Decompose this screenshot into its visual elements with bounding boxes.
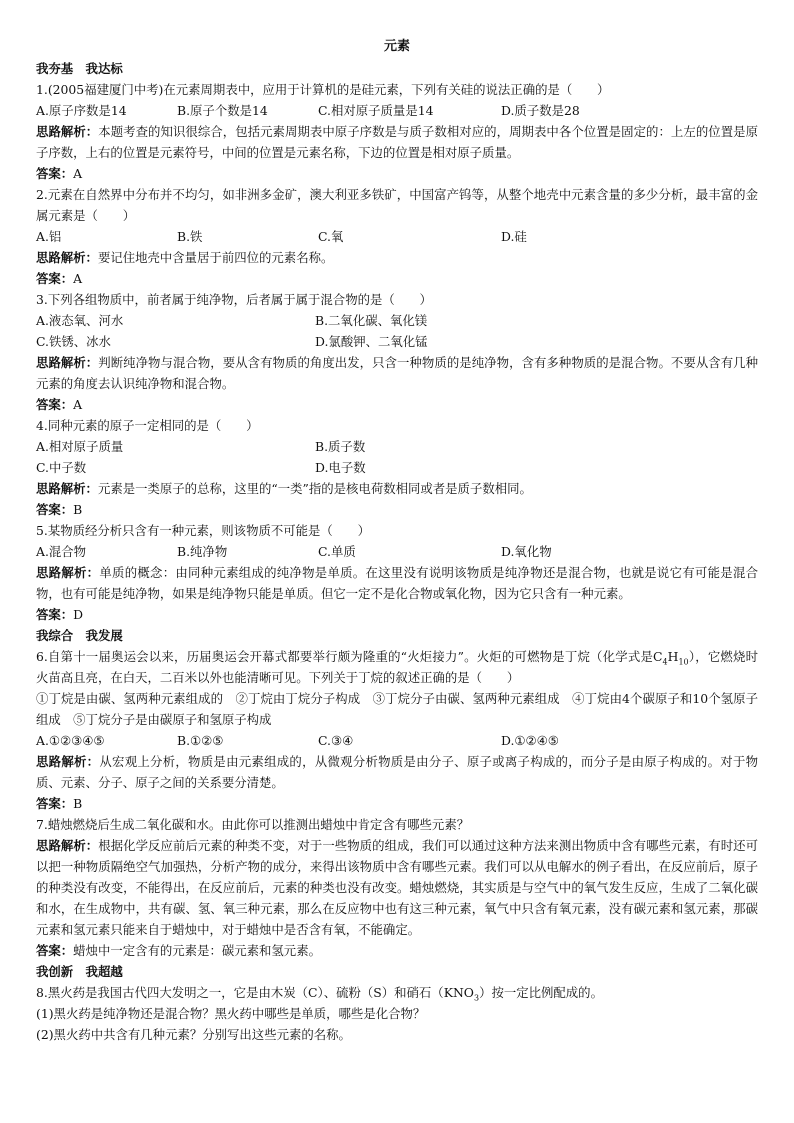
answer-label: 答案： — [36, 166, 74, 181]
q4-analysis — [36, 478, 758, 499]
answer-label: 答案： — [36, 607, 74, 622]
q3-analysis-text: 判断纯净物与混合物，要从含有物质的角度出发，只含一种物质的是纯净物，含有多种物质的是混合物。不要从含有几种元素的角度去认识纯净物和混合物。 — [36, 355, 759, 391]
q1-analysis — [36, 121, 758, 163]
q7-analysis — [36, 835, 758, 940]
q2-analysis-text: 要记住地壳中含量居于前四位的元素名称。 — [97, 250, 334, 265]
q3-option-b: B.二氧化碳、氧化镁 — [315, 313, 428, 328]
analysis-label: 思路解析： — [36, 838, 99, 853]
q6-answer — [36, 793, 758, 814]
formula-hydrogen: H — [667, 649, 679, 664]
q1-option-a: A.原子序数是14 — [36, 103, 127, 118]
answer-label: 答案： — [36, 943, 74, 958]
q3-analysis — [36, 352, 758, 394]
q4-analysis-text: 元素是一类原子的总称，这里的“一类”指的是核电荷数相同或者是质子数相同。 — [97, 481, 532, 496]
q5-option-c: C.单质 — [318, 544, 356, 559]
q7-answer — [36, 940, 758, 961]
q6-answer-text: B — [73, 796, 83, 811]
formula-carbon-subscript: 4 — [662, 657, 668, 667]
analysis-label: 思路解析： — [36, 250, 98, 265]
q1-option-c: C.相对原子质量是14 — [318, 103, 434, 118]
analysis-label: 思路解析： — [36, 565, 100, 580]
q2-stem: 2.元素在自然界中分布并不均匀，如非洲多金矿，澳大利亚多铁矿，中国富产钨等，从整个地壳中元素含量的多少分析，最丰富的金属元素是（ ） — [36, 187, 758, 223]
q4-option-c: C.中子数 — [36, 460, 87, 475]
q6-options — [36, 730, 758, 751]
q2-option-d: D.硅 — [501, 229, 527, 244]
q6-stem-a: 6.自第十一届奥运会以来，历届奥运会开幕式都要举行颇为隆重的“火炬接力”。火炬的可燃物是丁烷（化学式是 — [36, 649, 654, 664]
q5-option-b: B.纯净物 — [177, 544, 228, 559]
q4-option-a: A.相对原子质量 — [36, 439, 124, 454]
q6-analysis — [36, 751, 758, 793]
q5-option-d: D.氧化物 — [501, 544, 552, 559]
q1-option-d: D.质子数是28 — [501, 103, 580, 118]
q5-option-a: A.混合物 — [36, 544, 87, 559]
answer-label: 答案： — [36, 271, 74, 286]
q2-answer — [36, 268, 758, 289]
q1-options — [36, 100, 758, 121]
answer-label: 答案： — [36, 397, 74, 412]
q8-stem-a: 8.黑火药是我国古代四大发明之一，它是由木炭（C）、硫粉（S）和硝石（KNO — [36, 985, 474, 1000]
q8-stem — [36, 982, 758, 1003]
q7-stem: 7.蜡烛燃烧后生成二氧化碳和水。由此你可以推测出蜡烛中肯定含有哪些元素？ — [36, 817, 470, 832]
q4-answer — [36, 499, 758, 520]
q3-stem: 3.下列各组物质中，前者属于纯净物，后者属于属于混合物的是（ ） — [36, 292, 432, 307]
q2-option-b: B.铁 — [177, 229, 203, 244]
analysis-label: 思路解析： — [36, 124, 99, 139]
q4-answer-text: B — [73, 502, 83, 517]
analysis-label: 思路解析： — [36, 481, 98, 496]
q6-stem — [36, 646, 758, 688]
q2-analysis — [36, 247, 758, 268]
q5-analysis — [36, 562, 758, 604]
q5-stem: 5.某物质经分析只含有一种元素，则该物质不可能是（ ） — [36, 523, 370, 538]
q8-subquestion-2: (2)黑火药中共含有几种元素？分别写出这些元素的名称。 — [36, 1027, 351, 1042]
q1-stem: 1.(2005福建厦门中考)在元素周期表中，应用于计算机的是硅元素，下列有关硅的说法正确的是（ ） — [36, 82, 610, 97]
answer-label: 答案： — [36, 502, 74, 517]
q8-stem-b: ）按一定比例配成的。 — [479, 985, 603, 1000]
q2-option-c: C.氧 — [318, 229, 344, 244]
q5-analysis-text: 单质的概念：由同种元素组成的纯净物是单质。在这里没有说明该物质是纯净物还是混合物，也就是说它有可能是混合物，也有可能是纯净物，如果是纯净物只能是单质。但它一定不是化合物或氧化物，因为它只含有一种元素。 — [36, 565, 759, 601]
analysis-label: 思路解析： — [36, 355, 99, 370]
section-heading-1: 我夯基 我达标 — [36, 61, 123, 76]
q3-option-c: C.铁锈、冰水 — [36, 334, 111, 349]
q3-answer — [36, 394, 758, 415]
section-heading-3: 我创新 我超越 — [36, 964, 123, 979]
q6-stem-b: ），它燃烧时火苗高且亮，在白天，二百米以外也能清晰可见。下列关于丁烷的叙述正确的是（ ） — [36, 649, 758, 685]
q4-options-row-2 — [36, 457, 758, 478]
q4-option-d: D.电子数 — [315, 460, 366, 475]
q1-option-b: B.原子个数是14 — [177, 103, 268, 118]
q6-option-a: A.①②③④⑤ — [36, 733, 105, 748]
formula-carbon: C — [653, 649, 663, 664]
answer-label: 答案： — [36, 796, 74, 811]
q2-answer-text: A — [73, 271, 83, 286]
q3-options-row-1 — [36, 310, 758, 331]
section-heading-2: 我综合 我发展 — [36, 628, 123, 643]
q2-options — [36, 226, 758, 247]
q1-answer — [36, 163, 758, 184]
butane-formula — [653, 649, 689, 667]
q4-stem: 4.同种元素的原子一定相同的是（ ） — [36, 418, 259, 433]
kno3-subscript: 3 — [473, 993, 480, 1003]
analysis-label: 思路解析： — [36, 754, 100, 769]
q1-analysis-text: 本题考查的知识很综合，包括元素周期表中原子序数是与质子数相对应的，周期表中各个位置是固定的：上左的位置是原子序数，上右的位置是元素符号，中间的位置是元素名称，下边的位置是相对原子质量。 — [36, 124, 759, 160]
q1-answer-text: A — [73, 166, 83, 181]
q4-options-row-1 — [36, 436, 758, 457]
q2-option-a: A.铝 — [36, 229, 62, 244]
formula-hydrogen-subscript: 10 — [678, 657, 689, 667]
q8-subquestion-1: (1)黑火药是纯净物还是混合物？黑火药中哪些是单质，哪些是化合物？ — [36, 1006, 426, 1021]
q3-options-row-2 — [36, 331, 758, 352]
q6-statements: ①丁烷是由碳、氢两种元素组成的 ②丁烷由丁烷分子构成 ③丁烷分子由碳、氢两种元素组成 ④丁烷由4个碳原子和10个氢原子组成 ⑤丁烷分子是由碳原子和氢原子构成 — [36, 691, 758, 727]
q7-analysis-text: 根据化学反应前后元素的种类不变，对于一些物质的组成，我们可以通过这种方法来测出物质中含有哪些元素，有时还可以把一种物质隔绝空气加强热，分析产物的成分，来得出该物质中含有哪些元素。我们可以从电解水的例子看出，在反应前后，原子的种类没有改变，不能得出，在反应前后，元素的种类也没有改变。蜡烛燃烧，其实质是与空气中的氧气发生反应，生成了二氧化碳和水，在生成物中，共有碳、氢、氧三种元素，那么在反应物中也有这三种元素，氧气中只含有氧元素，没有碳元素和氢元素，那碳元素和氢元素只能来自于蜡烛中，对于蜡烛中是否含有氧，不能确定。 — [36, 838, 759, 937]
q7-answer-text: 蜡烛中一定含有的元素是：碳元素和氢元素。 — [73, 943, 321, 958]
q3-option-a: A.液态氧、河水 — [36, 313, 124, 328]
q5-options — [36, 541, 758, 562]
q5-answer — [36, 604, 758, 625]
q6-option-b: B.①②⑤ — [177, 733, 224, 748]
q3-option-d: D.氯酸钾、二氧化锰 — [315, 334, 428, 349]
q6-analysis-text: 从宏观上分析，物质是由元素组成的，从微观分析物质是由分子、原子或离子构成的，而分子是由原子构成的。对于物质、元素、分子、原子之间的关系要分清楚。 — [36, 754, 759, 790]
page-title: 元素 — [383, 39, 410, 54]
q6-option-c: C.③④ — [318, 733, 354, 748]
q6-option-d: D.①②④⑤ — [501, 733, 559, 748]
worksheet-page — [36, 36, 758, 1045]
q5-answer-text: D — [73, 607, 84, 622]
q3-answer-text: A — [73, 397, 83, 412]
q4-option-b: B.质子数 — [315, 439, 366, 454]
